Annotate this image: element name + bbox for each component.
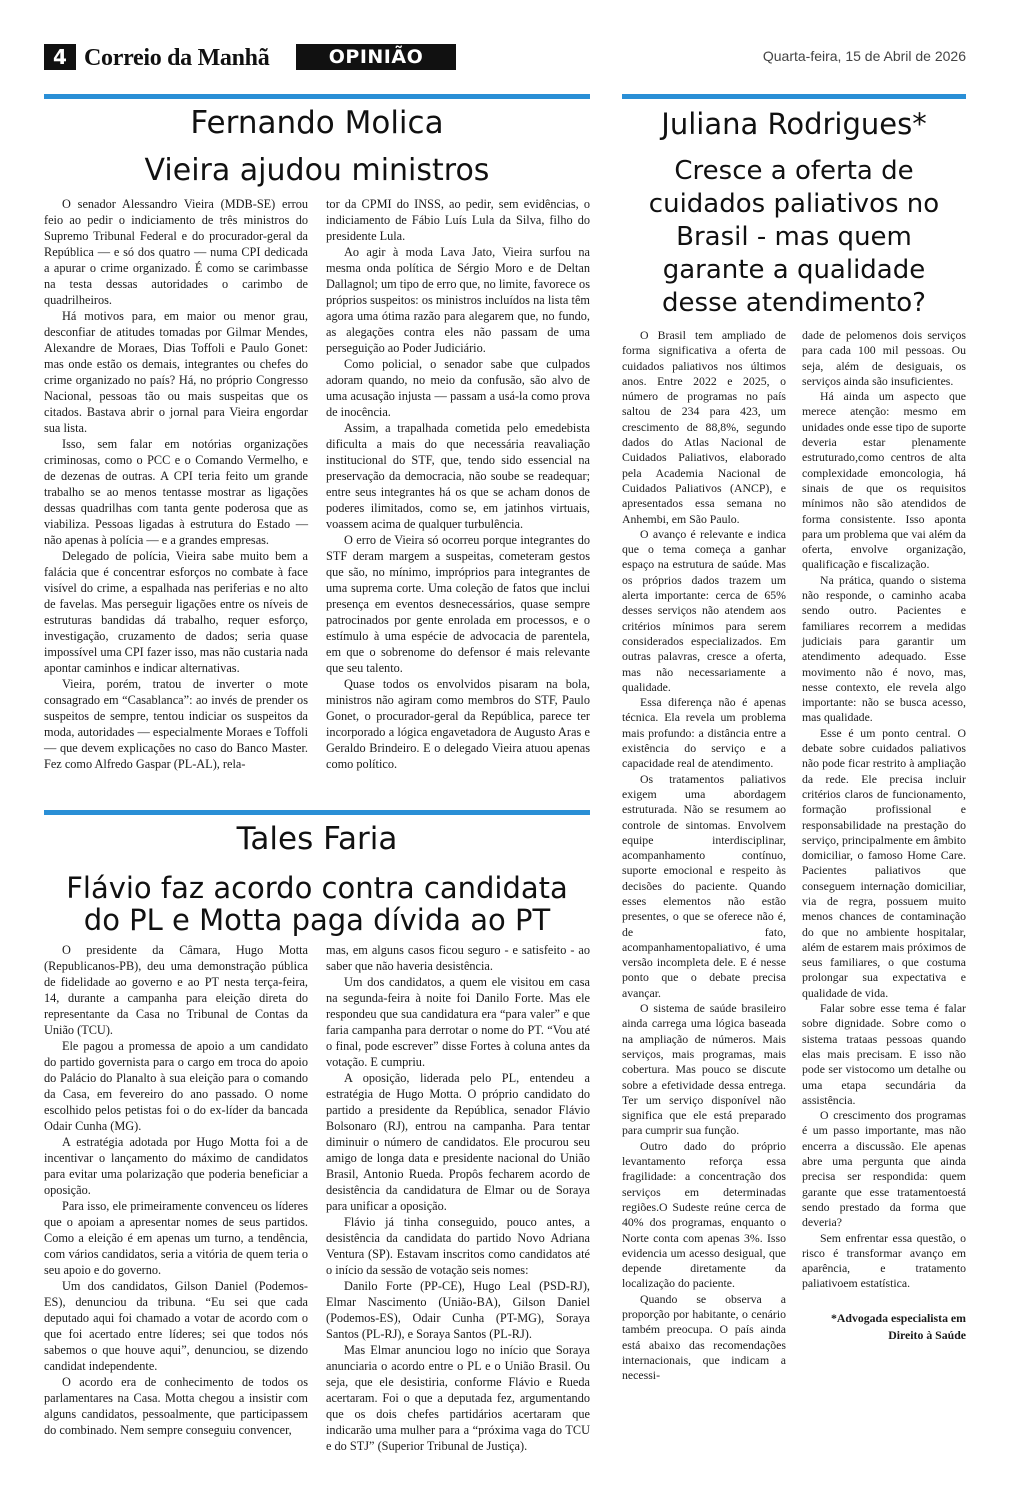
paragraph: Outro dado do próprio levantamento reforça essa fragilidade: a concentração dos serviços em determinadas regiões.O Sudeste reúne cerca de 40% dos programas, enquanto o Norte conta com apenas 3%. Isso evidencia um acesso desigual, que depende diretamente da localização do paciente. (622, 1138, 786, 1291)
paragraph: Há ainda um aspecto que merece atenção: mesmo em unidades onde esse tipo de suporte deveria estar plenamente estruturado,como centros de alta complexidade emoncologia, há sinais de que os requisitos mínimos não são atendidos de forma consistente. Isso aponta para um problema que vai além da oferta, envolve organização, qualificação e fiscalização. (802, 389, 966, 572)
article-column-1 (44, 196, 308, 772)
paragraph: Vieira, porém, tratou de inverter o mote consagrado em “Casablanca”: ao invés de prender os suspeitos de sempre, tentou indiciar os suspeitos da moda, autoridades — especialmente Moraes e Toffoli — que devem explicações no caso do Banco Master. Fez como Alfredo Gaspar (PL-AL), rela- (44, 677, 308, 771)
article-divider (44, 94, 590, 99)
paragraph: Quase todos os envolvidos pisaram na bola, ministros não agiram como membros do STF, Paulo Gonet, o procurador-geral da República, parece ter incorporado a lógica engavetadora de Augusto Aras e Geraldo Brindeiro. E o delegado Vieira atuou apenas como político. (326, 677, 590, 771)
paragraph: O senador Alessandro Vieira (MDB-SE) errou feio ao pedir o indiciamento de três ministros do Supremo Tribunal Federal e do procurador-geral da República — e só dos quatro — numa CPI dedicada a apurar o crime organizado. É como se carimbasse na testa dessas autoridades o carimbo de quadrilheiros. (44, 197, 308, 307)
author-note (802, 1310, 966, 1344)
paragraph: Quando se observa a proporção por habitante, o cenário também preocupa. O país ainda está abaixo das recomendações internacionais, que indicam a necessi- (622, 1291, 786, 1383)
paragraph: O acordo era de conhecimento de todos os parlamentares na Casa. Motta chegou a insistir com alguns candidatos, pessoalmente, que participassem do combinado. Nem sempre conseguiu convencer, (44, 1375, 308, 1437)
article-faria (44, 810, 590, 1454)
paragraph: Um dos candidatos, a quem ele visitou em casa na segunda-feira à noite foi Danilo Forte. Mas ele respondeu que sua candidatura era “para valer” e que faria campanha para derrotar o nome do PT. “Vou até o final, pode escrever” disse Fortes à coluna antes da votação. E cumpriu. (326, 975, 590, 1069)
paragraph: Ao agir à moda Lava Jato, Vieira surfou na mesma onda política de Sérgio Moro e de Deltan Dallagnol; um tipo de erro que, no limite, favorece os próprios suspeitos: os ministros incluídos na lista têm agora uma ótima razão para alegarem que, no fundo, as alegações contra eles não passam de uma perseguição ao Poder Judiciário. (326, 245, 590, 355)
article-rodrigues (622, 94, 966, 1383)
paragraph: tor da CPMI do INSS, ao pedir, sem evidências, o indiciamento de Fábio Luís Lula da Silva, filho do presidente Lula. (326, 197, 590, 243)
page-header (44, 44, 966, 72)
paragraph: Essa diferença não é apenas técnica. Ela revela um problema mais profundo: a distância entre a existência do serviço e a capacidade real de atendimento. (622, 695, 786, 771)
paragraph: Na prática, quando o sistema não responde, o caminho acaba sendo outro. Pacientes e familiares recorrem a medidas judiciais para garantir um atendimento adequado. Esse movimento não é novo, mas, nesse contexto, ele revela algo importante: não se busca acesso, mas qualidade. (802, 572, 966, 725)
article-body (44, 942, 590, 1454)
article-column-1 (44, 942, 308, 1454)
author-note-line: Direito à Saúde (888, 1327, 966, 1342)
paragraph: O sistema de saúde brasileiro ainda carrega uma lógica baseada na ampliação de números. Mais serviços, mais programas, mais cobertura. Mas pouco se discute sobre a efetividade dessa entrega. Ter um serviço disponível não significa que ele está preparado para cumprir sua função. (622, 1001, 786, 1138)
paragraph: O avanço é relevante e indica que o tema começa a ganhar espaço na estrutura de saúde. Mas os próprios dados trazem um alerta importante: cerca de 65% desses serviços não atendem aos critérios mínimos para serem considerados especializados. Em outras palavras, cresce a oferta, mas não necessariamente a qualidade. (622, 526, 786, 694)
issue-date: Quarta-feira, 15 de Abril de 2026 (762, 48, 966, 64)
paragraph: Sem enfrentar essa questão, o risco é transformar avanço em aparência, e tratamento paliativoem estatística. (802, 1230, 966, 1291)
paragraph: Flávio já tinha conseguido, pouco antes, a desistência da candidata do partido Novo Adriana Ventura (SP). Estavam inscritos como candidatos até o início da sessão de votação seis nomes: (326, 1215, 590, 1277)
article-headline: Cresce a oferta de cuidados paliativos no Brasil - mas quem garante a qualidade desse atendimento? (648, 156, 940, 318)
paragraph: Isso, sem falar em notórias organizações criminosas, como o PCC e o Comando Vermelho, e de dezenas de outras. A CPI teria feito um grande trabalho se ao menos tentasse mostrar as ligações dessas quadrilhas com tanta gente poderosa que as viabiliza. Pessoas ligadas à estrutura do Estado — não apenas à polícia — e a grandes empresas. (44, 437, 308, 547)
author-name: Tales Faria (236, 821, 398, 857)
paragraph: Esse é um ponto central. O debate sobre cuidados paliativos não pode ficar restrito à ampliação da rede. Ele precisa incluir critérios claros de funcionamento, formação profissional e responsabilidade na prestação do serviço, principalmente em âmbito domiciliar, o famoso Home Care. Pacientes paliativos que conseguem internação domiciliar, via de regra, possuem muito menos chances de contaminação do que no ambiente hospitalar, além de estarem mais próximos de seus familiares, o que costuma prolongar sua expectativa e qualidade de vida. (802, 725, 966, 1000)
paragraph: A oposição, liderada pelo PL, entendeu a estratégia de Hugo Motta. O próprio candidato do partido a presidente da República, senador Flávio Bolsonaro (RJ), entrou na campanha. Para tentar diminuir o número de candidatos. Ele procurou seu amigo de longa data e presidente nacional do União Brasil, Antonio Rueda. Propôs fecharem acordo de desistência da candidatura de Elmar ou de Soraya para unificar a oposição. (326, 1071, 590, 1213)
article-divider (44, 810, 590, 815)
paragraph: O presidente da Câmara, Hugo Motta (Republicanos-PB), deu uma demonstração pública de fidelidade ao governo e ao PT nesta terça-feira, 14, durante a campanha para eleição direta do representante da Casa no Tribunal de Contas da União (TCU). (44, 943, 308, 1037)
newspaper-name: Correio da Manhã (84, 45, 270, 71)
article-headline: Flávio faz acordo contra candidata do PL e Motta paga dívida ao PT (66, 871, 568, 937)
paragraph: dade de pelomenos dois serviços para cada 100 mil pessoas. Ou seja, além de desiguais, os serviços ainda são insuficientes. (802, 328, 966, 388)
paragraph: Mas Elmar anunciou logo no início que Soraya anunciaria o acordo entre o PL e o União Brasil. Ou seja, que ele desistiria, conforme Flávio e Rueda acertaram. Foi o que a deputada fez, argumentando que os dois chefes partidários acertaram que indicarão uma mulher para a “próxima vaga do TCU e do STJ” (Superior Tribunal de Justiça). (326, 1343, 590, 1453)
paragraph: Há motivos para, em maior ou menor grau, desconfiar de atitudes tomadas por Gilmar Mendes, Alexandre de Moraes, Dias Toffoli e Paulo Gonet: mas onde estão os demais, integrantes ou chefes do crime organizado no país? Há, no próprio Congresso Nacional, pessoas tão ou mais suspeitas que os citados. Bastava abrir o jornal para Vieira engordar sua lista. (44, 309, 308, 435)
article-divider (622, 94, 966, 99)
paragraph: Para isso, ele primeiramente convenceu os líderes que o apoiam a apresentar nomes de seus partidos. Como a eleição é em apenas um turno, a tendência, com vários candidatos, seria a vitória de quem teria o seu apoio e do governo. (44, 1199, 308, 1277)
article-body (44, 196, 590, 772)
paragraph: Os tratamentos paliativos exigem uma abordagem estruturada. Não se resumem ao controle de sintomas. Envolvem equipe interdisciplinar, acompanhamento contínuo, suporte emocional e respeito às decisões do paciente. Quando esses elementos não estão presentes, o que se oferece não é, de fato, acompanhamentopaliativo, é uma versão incompleta dele. E é nesse ponto que o debate precisa avançar. (622, 771, 786, 1000)
paragraph: A estratégia adotada por Hugo Motta foi a de incentivar o lançamento do máximo de candidatos para evitar uma polarização que poderia beneficiar a oposição. (44, 1135, 308, 1197)
article-column-2 (326, 942, 590, 1454)
author-name: Juliana Rodrigues* (661, 107, 927, 141)
paragraph: Como policial, o senador sabe que culpados adoram quando, no meio da confusão, são alvo de uma acusação injusta — passam a usá-la como prova de inocência. (326, 357, 590, 419)
paragraph: Danilo Forte (PP-CE), Hugo Leal (PSD-RJ), Elmar Nascimento (União-BA), Gilson Daniel (Podemos-ES), Odair Cunha (PT-MG), Soraya Santos (PL-RJ), e Soraya Santos (PL-RJ). (326, 1279, 590, 1341)
author-note-line: *Advogada especialista em (830, 1310, 966, 1325)
article-molica (44, 94, 590, 772)
paragraph: Ele pagou a promessa de apoio a um candidato do partido governista para o cargo em troca do apoio do Palácio do Planalto à sua eleição para o comando da Casa, em fevereiro do ano passado. O nome escolhido pelos petistas foi o do ex-líder da bancada Odair Cunha (MG). (44, 1039, 308, 1133)
author-name: Fernando Molica (190, 105, 444, 141)
paragraph: Um dos candidatos, Gilson Daniel (Podemos-ES), denunciou da tribuna. “Eu sei que cada deputado aqui foi chamado a votar de acordo com o que foi acertado entre líderes; sei que todos nós sabemos o que houve aqui”, denunciou, se dizendo candidat independente. (44, 1279, 308, 1373)
paragraph: Delegado de polícia, Vieira sabe muito bem a falácia que é concentrar esforços no combate à face visível do crime, a espalhada nas periferias e no alto de favelas. Mas perseguir ligações entre os níveis de estruturas bandidas dá trabalho, requer esforço, investigação, cruzamento de dados; seria quase impossível uma CPI fazer isso, mas não custaria nada apontar caminhos e indicar alternativas. (44, 549, 308, 675)
paragraph: mas, em alguns casos ficou seguro - e satisfeito - ao saber que não haveria desistência. (326, 943, 590, 973)
paragraph: O erro de Vieira só ocorreu porque integrantes do STF deram margem a suspeitas, cometeram gestos que são, no mínimo, impróprios para integrantes de uma suprema corte. Uma coleção de fatos que inclui presença em eventos desnecessários, quase sempre patrocinados por gente enrolada em processos, e o estímulo à uma espécie de advocacia de parentela, em que o sobrenome do defensor é mais relevante que seu talento. (326, 533, 590, 675)
paragraph: Assim, a trapalhada cometida pelo emedebista dificulta a mais do que necessária reavaliação institucional do STF, que, tendo sido essencial na preservação da democracia, não soube se readequar; entre seus integrantes há os que se acham donos de poderes ilimitados, como se, em jatinhos virtuais, voassem acima de qualquer turbulência. (326, 421, 590, 531)
article-headline: Vieira ajudou ministros (144, 153, 490, 188)
article-column-1 (622, 328, 786, 1383)
article-column-2 (326, 196, 590, 772)
page-number: 4 (44, 44, 76, 70)
section-label: OPINIÃO (296, 44, 456, 70)
paragraph: O Brasil tem ampliado de forma significativa a oferta de cuidados paliativos nos últimos anos. Entre 2022 e 2025, o número de programas no país saltou de 234 para 423, um crescimento de 88,8%, segundo dados do Atlas Nacional de Cuidados Paliativos, elaborado pela Academia Nacional de Cuidados Paliativos (ANCP), e apresentados essa semana no Anhembi, em São Paulo. (622, 328, 786, 526)
paragraph: Falar sobre esse tema é falar sobre dignidade. Sobre como o sistema trataas pessoas quando elas mais precisam. E isso não pode ser vistocomo um detalhe ou uma etapa secundária da assistência. (802, 1001, 966, 1107)
article-body (622, 328, 966, 1383)
article-column-2 (802, 328, 966, 1383)
paragraph: O crescimento dos programas é um passo importante, mas não encerra a discussão. Ele apenas abre uma pergunta que ainda precisa ser respondida: quem garante que esse tratamentoestá sendo prestado da forma que deveria? (802, 1108, 966, 1230)
